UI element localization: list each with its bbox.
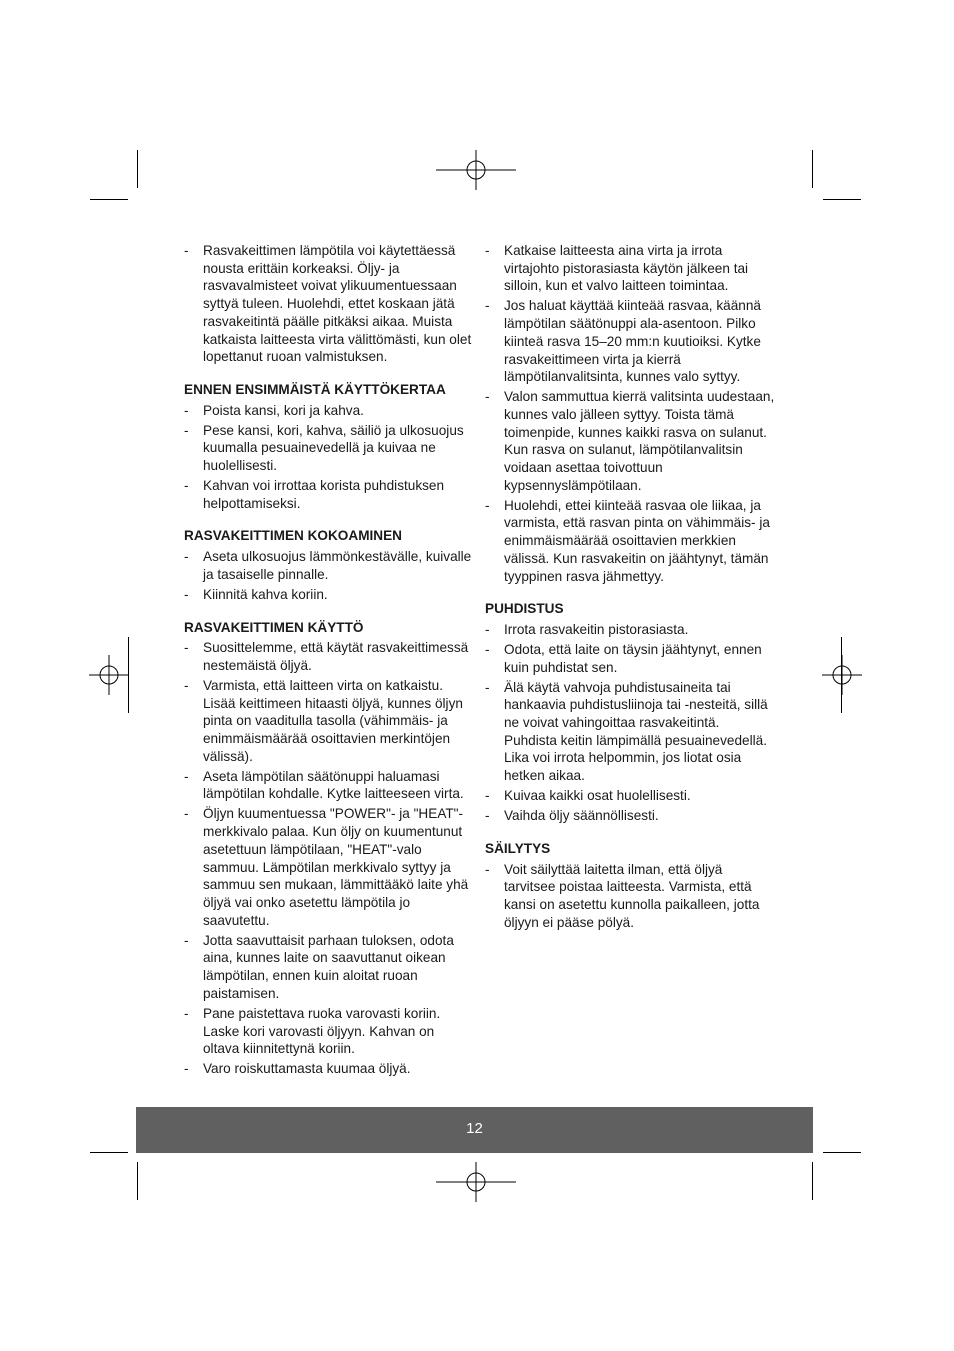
bullet-dash: - [485,298,490,314]
crop-mark [841,637,842,713]
bullet-dash: - [184,243,189,258]
list-item [184,677,474,766]
list-item [184,242,474,366]
crop-mark [812,150,813,188]
heading-use: RASVAKEITTIMEN KÄYTTÖ [184,619,364,635]
list-item-text: Aseta ulkosuojus lämmönkestävälle, kuivalle ja tasaiselle pinnalle. [203,549,472,582]
list-item [485,641,775,676]
intro-list-left [184,242,474,366]
storage-list [485,861,775,932]
bullet-dash: - [184,768,189,784]
first-use-list [184,402,474,513]
bullet-dash: - [184,478,189,494]
cleaning-list [485,621,775,825]
list-item [485,621,775,639]
intro-list-right [485,242,775,585]
crop-mark [137,150,138,188]
bullet-dash: - [184,640,189,656]
list-item-text: Suosittelemme, että käytät rasvakeittimessä nestemäistä öljyä. [203,640,469,673]
list-item-text: Kahvan voi irrottaa korista puhdistuksen helpottamiseksi. [203,478,445,511]
footer-band [136,1107,813,1153]
list-item [485,497,775,586]
heading-cleaning: PUHDISTUS [485,601,564,617]
bullet-dash: - [485,497,490,513]
heading-assembly: RASVAKEITTIMEN KOKOAMINEN [184,528,403,544]
bullet-dash: - [184,586,189,602]
registration-mark-right [822,655,862,695]
list-item-text: Vaihda öljy säännöllisesti. [504,808,659,824]
list-item [184,1060,474,1078]
list-item-text: Poista kansi, kori ja kahva. [203,402,364,418]
list-item-text: Jotta saavuttaisit parhaan tuloksen, odota aina, kunnes laite on saavuttanut oikean lämpötilan, ennen kuin aloitat ruoan paistamisen. [203,932,454,1001]
registration-mark-bottom [436,1162,516,1202]
bullet-dash: - [485,788,490,804]
bullet-dash: - [485,389,490,405]
list-item-text: Valon sammuttua kierrä valitsinta uudestaan, kunnes valo jälleen syttyy. Toista tämä toimenpide, kunnes kaikki rasva on sulanut. Kun rasva on sulanut, lämpötilanvalitsin voidaan asettaa toivottuun kypsennyslämpötilaan. [504,389,775,493]
bullet-dash: - [485,641,490,657]
list-item [184,805,474,929]
list-item [184,639,474,674]
registration-mark-top [436,150,516,190]
assembly-list [184,548,474,603]
list-item-text: Varmista, että laitteen virta on katkaistu. Lisää keittimeen hitaasti öljyä, kunnes öljyn pinta on vaaditulla tasolla (vähimmäis- ja enimmäismäärää osoittavien merkintöjen välissä). [203,677,463,764]
bullet-dash: - [485,808,490,824]
bullet-dash: - [184,806,189,822]
list-item [184,932,474,1003]
crop-mark [90,199,128,200]
crop-mark [90,1152,128,1153]
list-item-text: Älä käytä vahvoja puhdistusaineita tai hankaavia puhdistusliinoja tai -nesteitä, sillä ne voivat vahingoittaa rasvakeitintä. Puhdista keitin lämpimällä pesuainevedellä. Lika voi irrota helpommin, jos liotat osia hetken aikaa. [504,679,768,784]
list-item [485,807,775,825]
list-item-text: Öljyn kuumentuessa "POWER"- ja "HEAT"-merkkivalo palaa. Kun öljy on kuumentunut asetettuun lämpötilaan, "HEAT"-valo sammuu. Lämpötilan merkkivalo syttyy ja sammuu sen mukaan, lämmittääkö laite yhä öljyä vai onko asetettu lämpötila jo saavutettu. [203,806,469,928]
bullet-dash: - [485,861,490,877]
list-item-text: Voit säilyttää laitetta ilman, että öljyä tarvitsee poistaa laitteesta. Varmista, että kansi on asetettu kunnolla paikalleen, jotta öljyyn ei pääse pölyä. [504,861,760,930]
crop-mark [137,1162,138,1200]
left-column [184,242,474,1080]
bullet-dash: - [485,679,490,695]
list-item-text: Kiinnitä kahva koriin. [203,586,328,602]
list-item-text: Odota, että laite on täysin jäähtynyt, ennen kuin puhdistat sen. [504,641,762,675]
list-item-text: Pese kansi, kori, kahva, säiliö ja ulkosuojus kuumalla pesuainevedellä ja kuivaa ne huolellisesti. [203,422,464,474]
page-number: 12 [466,1120,483,1137]
list-item-text: Aseta lämpötilan säätönuppi haluamasi lämpötilan kohdalle. Kytke laitteeseen virta. [203,768,464,802]
bullet-dash: - [184,422,189,438]
list-item [485,242,775,295]
right-column [485,242,775,934]
crop-mark [128,637,129,713]
list-item-text: Huolehdi, ettei kiinteää rasvaa ole liikaa, ja varmista, että rasvan pinta on vähimmäis- ja enimmäismäärää osoittavien merkkien välissä. Kun rasvakeitin on jäähtynyt, tämän tyyppinen rasva jähmettyy. [504,497,770,584]
use-list [184,639,474,1078]
registration-mark-left [89,655,129,695]
list-item [184,548,474,583]
bullet-dash: - [184,402,189,418]
bullet-dash: - [184,677,189,693]
list-item-text: Katkaise laitteesta aina virta ja irrota virtajohto pistorasiasta käytön jälkeen tai silloin, kun et valvo laitteen toimintaa. [504,243,749,294]
list-item [485,787,775,805]
list-item [184,422,474,475]
bullet-dash: - [184,549,189,565]
bullet-dash: - [184,932,189,948]
list-item-text: Irrota rasvakeitin pistorasiasta. [504,621,689,637]
list-item [485,388,775,494]
list-item [184,768,474,803]
list-item [184,477,474,512]
list-item [184,586,474,604]
list-item-text: Pane paistettava ruoka varovasti koriin. Laske kori varovasti öljyyn. Kahvan on oltava kiinnitettynä koriin. [203,1005,441,1057]
list-item-text: Kuivaa kaikki osat huolellisesti. [504,788,691,804]
crop-mark [823,1152,861,1153]
bullet-dash: - [485,621,490,637]
list-item [485,297,775,386]
bullet-dash: - [184,1061,189,1077]
bullet-dash: - [184,1005,189,1021]
list-item-text: Varo roiskuttamasta kuumaa öljyä. [203,1061,411,1077]
list-item [485,679,775,785]
bullet-dash: - [485,243,490,258]
list-item-text: Rasvakeittimen lämpötila voi käytettäessä nousta erittäin korkeaksi. Öljy- ja rasvavalmisteet voivat ylikuumentuessaan syttyä tuleen. Huolehdi, ettet koskaan jätä rasvakeitintä päälle pitkäksi aikaa. Muista katkaista laitteesta virta välittömästi, kun olet lopettanut ruoan valmistuksen. [203,243,472,365]
crop-mark [823,199,861,200]
list-item [485,861,775,932]
list-item [184,402,474,420]
heading-storage: SÄILYTYS [485,840,551,856]
list-item [184,1005,474,1058]
crop-mark [812,1162,813,1200]
heading-first-use: ENNEN ENSIMMÄISTÄ KÄYTTÖKERTAA [184,381,446,397]
list-item-text: Jos haluat käyttää kiinteää rasvaa, käännä lämpötilan säätönuppi ala-asentoon. Pilko kiinteä rasva 15–20 mm:n kuutioiksi. Kytke rasvakeittimeen virta ja kierrä lämpötilanvalitsinta, kunnes valo syttyy. [504,298,761,385]
